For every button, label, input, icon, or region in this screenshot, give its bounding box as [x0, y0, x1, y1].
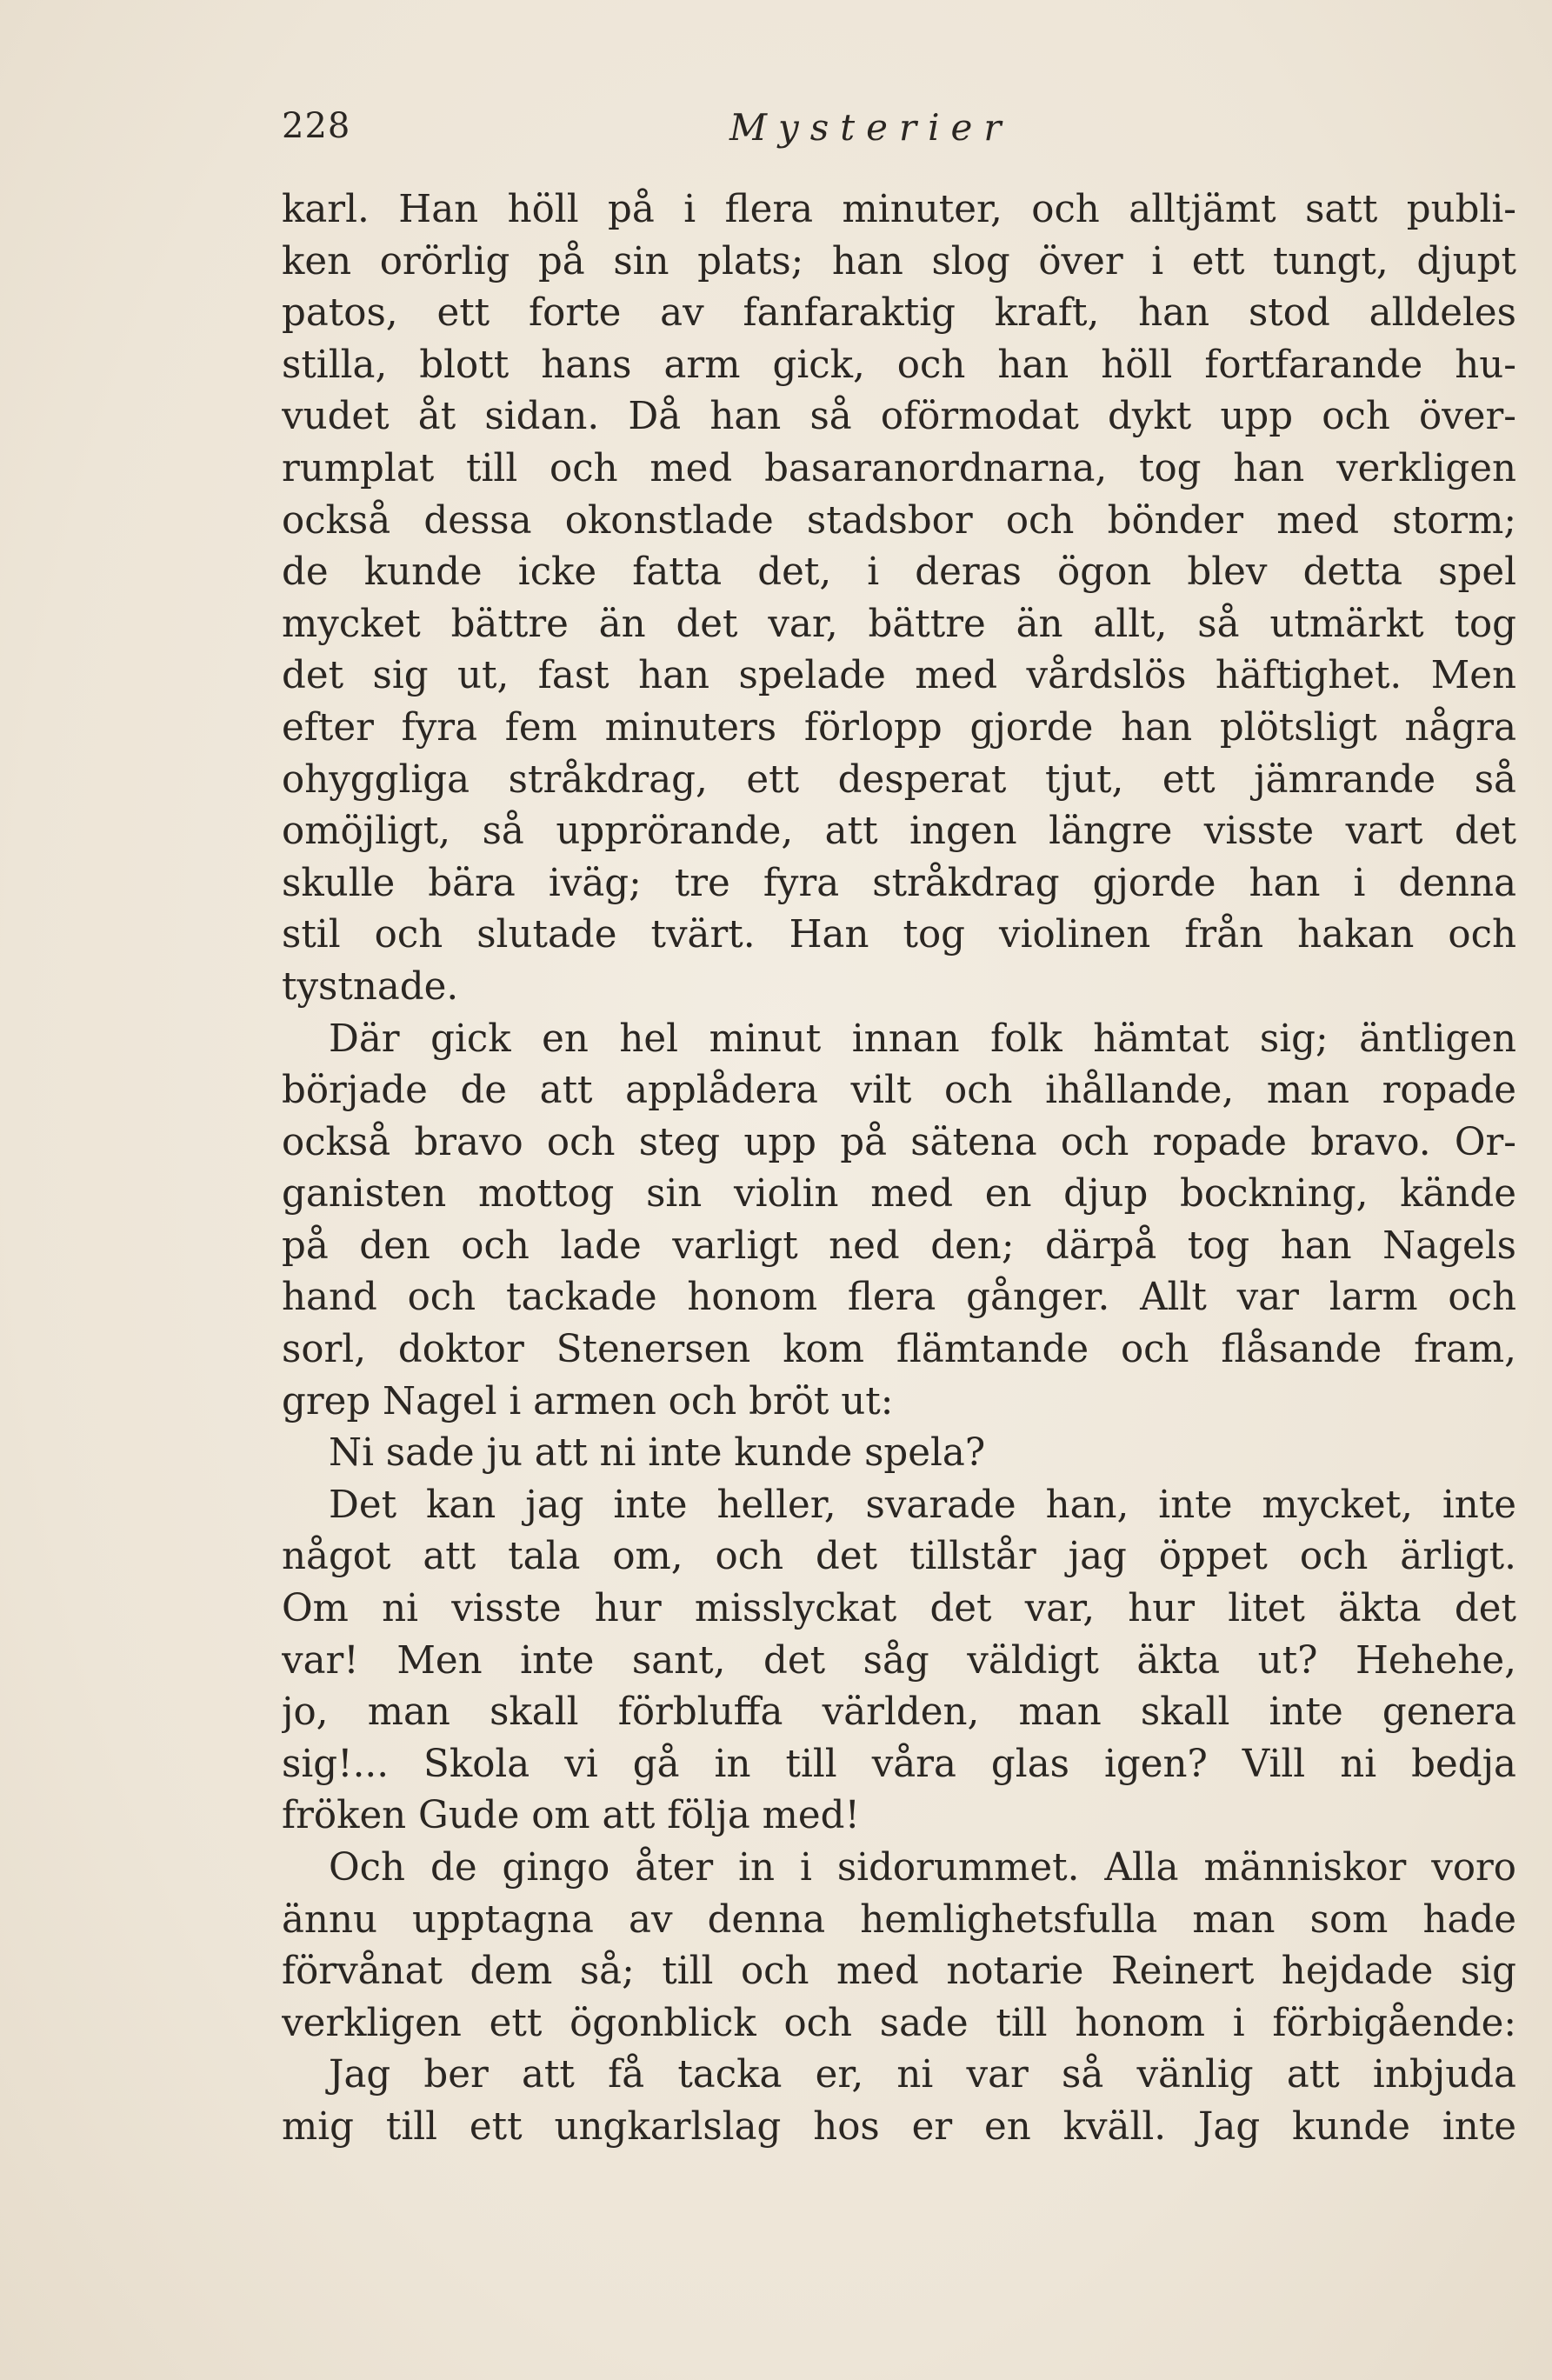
text-line: Ni sade ju att ni inte kunde spela? [329, 1431, 986, 1476]
page-number: 228 [282, 106, 351, 146]
text-line: började de att applådera vilt och ihållande, man ropade [282, 1069, 1516, 1113]
text-line: ohyggliga stråkdrag, ett desperat tjut, ett jämrande så [282, 757, 1516, 802]
text-line: stil och slutade tvärt. Han tog violinen från hakan och [282, 913, 1516, 957]
text-line: Och de gingo åter in i sidorummet. Alla människor voro [329, 1846, 1516, 1890]
text-line: patos, ett forte av fanfaraktig kraft, han stod alldeles [282, 291, 1516, 336]
text-line: efter fyra fem minuters förlopp gjorde han plötsligt några [282, 705, 1516, 750]
text-line: också bravo och steg upp på sätena och ropade bravo. Or- [282, 1120, 1516, 1164]
text-line: sorl, doktor Stenersen kom flämtande och flåsande fram, [282, 1328, 1516, 1372]
text-line: omöjligt, så upprörande, att ingen längre visste vart det [282, 810, 1516, 854]
text-line: Det kan jag inte heller, svarade han, inte mycket, inte [329, 1483, 1516, 1527]
body-text [282, 184, 1516, 2154]
text-line: något att tala om, och det tillstår jag öppet och ärligt. [282, 1535, 1516, 1579]
text-line: Om ni visste hur misslyckat det var, hur litet äkta det [282, 1587, 1516, 1631]
text-line: ännu upptagna av denna hemlighetsfulla man som hade [282, 1897, 1516, 1942]
text-line: fröken Gude om att följa med! [282, 1794, 860, 1838]
text-line: ganisten mottog sin violin med en djup bockning, kände [282, 1172, 1516, 1217]
text-line: ken orörlig på sin plats; han slog över i ett tungt, djupt [282, 239, 1516, 283]
text-line: tystnade. [282, 964, 459, 1009]
text-line: karl. Han höll på i flera minuter, och alltjämt satt publi- [282, 188, 1516, 231]
text-line: det sig ut, fast han spelade med vårdslös häftighet. Men [282, 654, 1516, 698]
text-line: var! Men inte sant, det såg väldigt äkta ut? Hehehe, [282, 1638, 1516, 1683]
text-line: Jag ber att få tacka er, ni var så vänlig att inbjuda [329, 2053, 1516, 2097]
text-line: de kunde icke fatta det, i deras ögon blev detta spel [282, 550, 1516, 595]
text-line: Där gick en hel minut innan folk hämtat sig; äntligen [329, 1017, 1516, 1061]
text-line: stilla, blott hans arm gick, och han höll fortfarande hu- [282, 343, 1516, 387]
text-line: rumplat till och med basaranordnarna, tog han verkligen [282, 446, 1516, 490]
text-line: på den och lade varligt ned den; därpå tog han Nagels [282, 1223, 1516, 1268]
page-header [282, 106, 1516, 158]
text-line: vudet åt sidan. Då han så oförmodat dykt upp och över- [282, 395, 1516, 439]
text-line: mig till ett ungkarlslag hos er en kväll. Jag kunde inte [282, 2104, 1516, 2149]
running-head: Mysterier [729, 106, 1013, 149]
text-line: skulle bära iväg; tre fyra stråkdrag gjorde han i denna [282, 861, 1516, 905]
text-line: hand och tackade honom flera gånger. Allt var larm och [282, 1276, 1516, 1320]
text-line: också dessa okonstlade stadsbor och bönder med storm; [282, 498, 1516, 543]
text-line: grep Nagel i armen och bröt ut: [282, 1379, 894, 1423]
text-line: mycket bättre än det var, bättre än allt, så utmärkt tog [282, 602, 1516, 646]
text-line: jo, man skall förbluffa världen, man skall inte genera [282, 1690, 1516, 1735]
text-line: förvånat dem så; till och med notarie Reinert hejdade sig [282, 1950, 1516, 1994]
text-line: verkligen ett ögonblick och sade till honom i förbigående: [282, 2001, 1516, 2045]
text-line: sig!... Skola vi gå in till våra glas igen? Vill ni bedja [282, 1742, 1516, 1786]
